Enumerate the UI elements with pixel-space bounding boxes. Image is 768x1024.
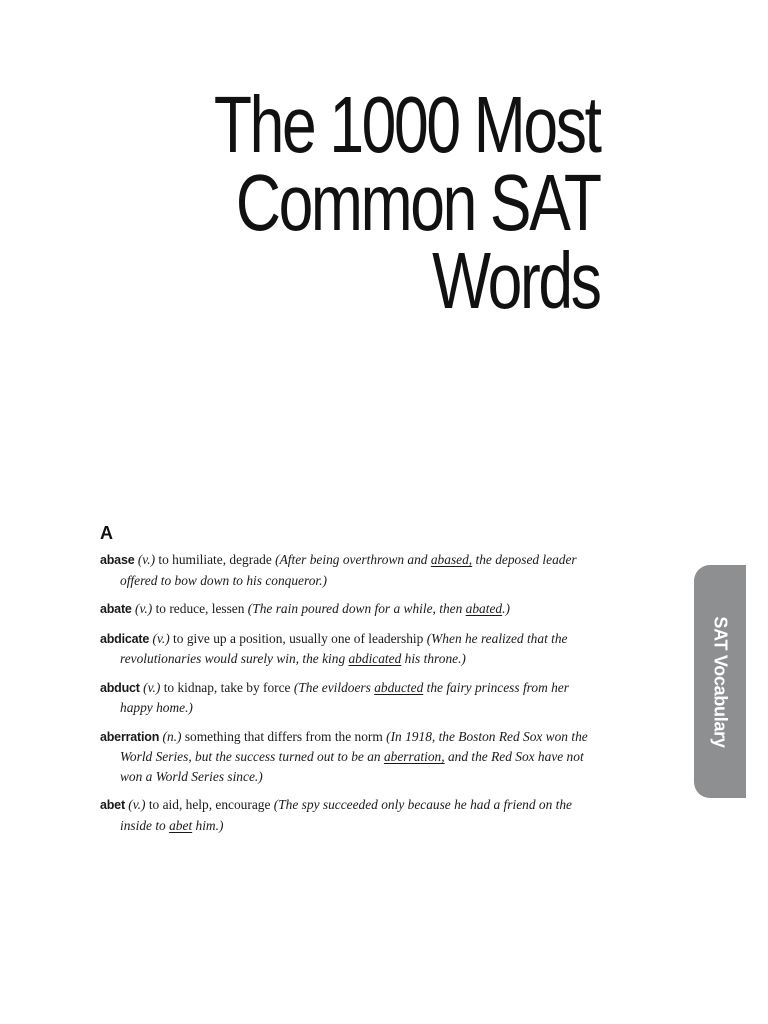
entry-word: abate [100,602,132,616]
entry-part-of-speech: (v.) [135,601,153,616]
entry-part-of-speech: (v.) [128,797,146,812]
entry-word: aberration [100,729,160,744]
entry-definition: to humiliate, degrade [155,552,276,567]
example-text: (After being overthrown and [275,552,431,567]
entry-definition: to kidnap, take by force [160,679,294,695]
entry-example [248,601,510,616]
example-text: the deposed leader offered to bow down to his conqueror.) [120,552,577,588]
entry-definition: to give up a position, usually one of leadership [169,630,427,646]
example-text: (In 1918, the Boston Red Sox won the World Series, but the success turned out to be an [120,728,588,764]
vocabulary-entry [100,599,605,620]
example-underlined-word: aberration, [383,749,445,764]
example-text: (The spy succeeded only because he had a friend on the inside to [120,797,572,833]
vocabulary-entry [100,550,605,590]
vocabulary-entry [100,629,605,669]
vocabulary-entry [100,795,605,835]
example-text: the fairy princess from her happy home.) [120,679,569,715]
section-letter-heading: A [100,523,113,543]
example-underlined-word: abdicated [348,651,402,666]
entry-part-of-speech: (v.) [152,630,170,646]
vocabulary-entry [100,727,605,787]
entry-word: abet [100,798,125,812]
title-line-1: The 1000 Most [214,80,600,169]
entry-definition: something that differs from the norm [181,728,387,744]
example-underlined-word: abated [465,601,503,616]
example-text: (The rain poured down for a while, then [247,601,466,616]
entry-word: abduct [100,680,140,695]
entry-part-of-speech: (v.) [137,552,156,567]
example-text: his throne.) [401,651,466,666]
example-text: .) [502,601,510,616]
example-text: and the Red Sox have not won a World Series since.) [120,749,584,784]
title-line-3: Words [432,236,600,325]
page-title [214,80,601,325]
title-line-2: Common SAT [236,158,601,247]
entry-definition: to reduce, lessen [152,601,248,616]
entry-word: abdicate [100,631,150,646]
example-underlined-word: abducted [374,679,424,695]
entry-definition: to aid, help, encourage [145,797,274,812]
entry-part-of-speech: (v.) [143,679,161,695]
entry-word: abase [100,553,135,567]
example-text: (The evildoers [293,679,375,695]
entry-part-of-speech: (n.) [162,728,182,744]
example-text: (When he realized that the revolutionaries would surely win, the king [120,630,568,666]
example-underlined-word: abased, [430,552,473,567]
vocabulary-list [100,550,605,844]
example-text: him.) [192,817,224,833]
side-tab-label: SAT Vocabulary [710,615,731,748]
vocabulary-entry [100,678,605,718]
example-underlined-word: abet [169,817,193,833]
section-side-tab [694,565,746,798]
